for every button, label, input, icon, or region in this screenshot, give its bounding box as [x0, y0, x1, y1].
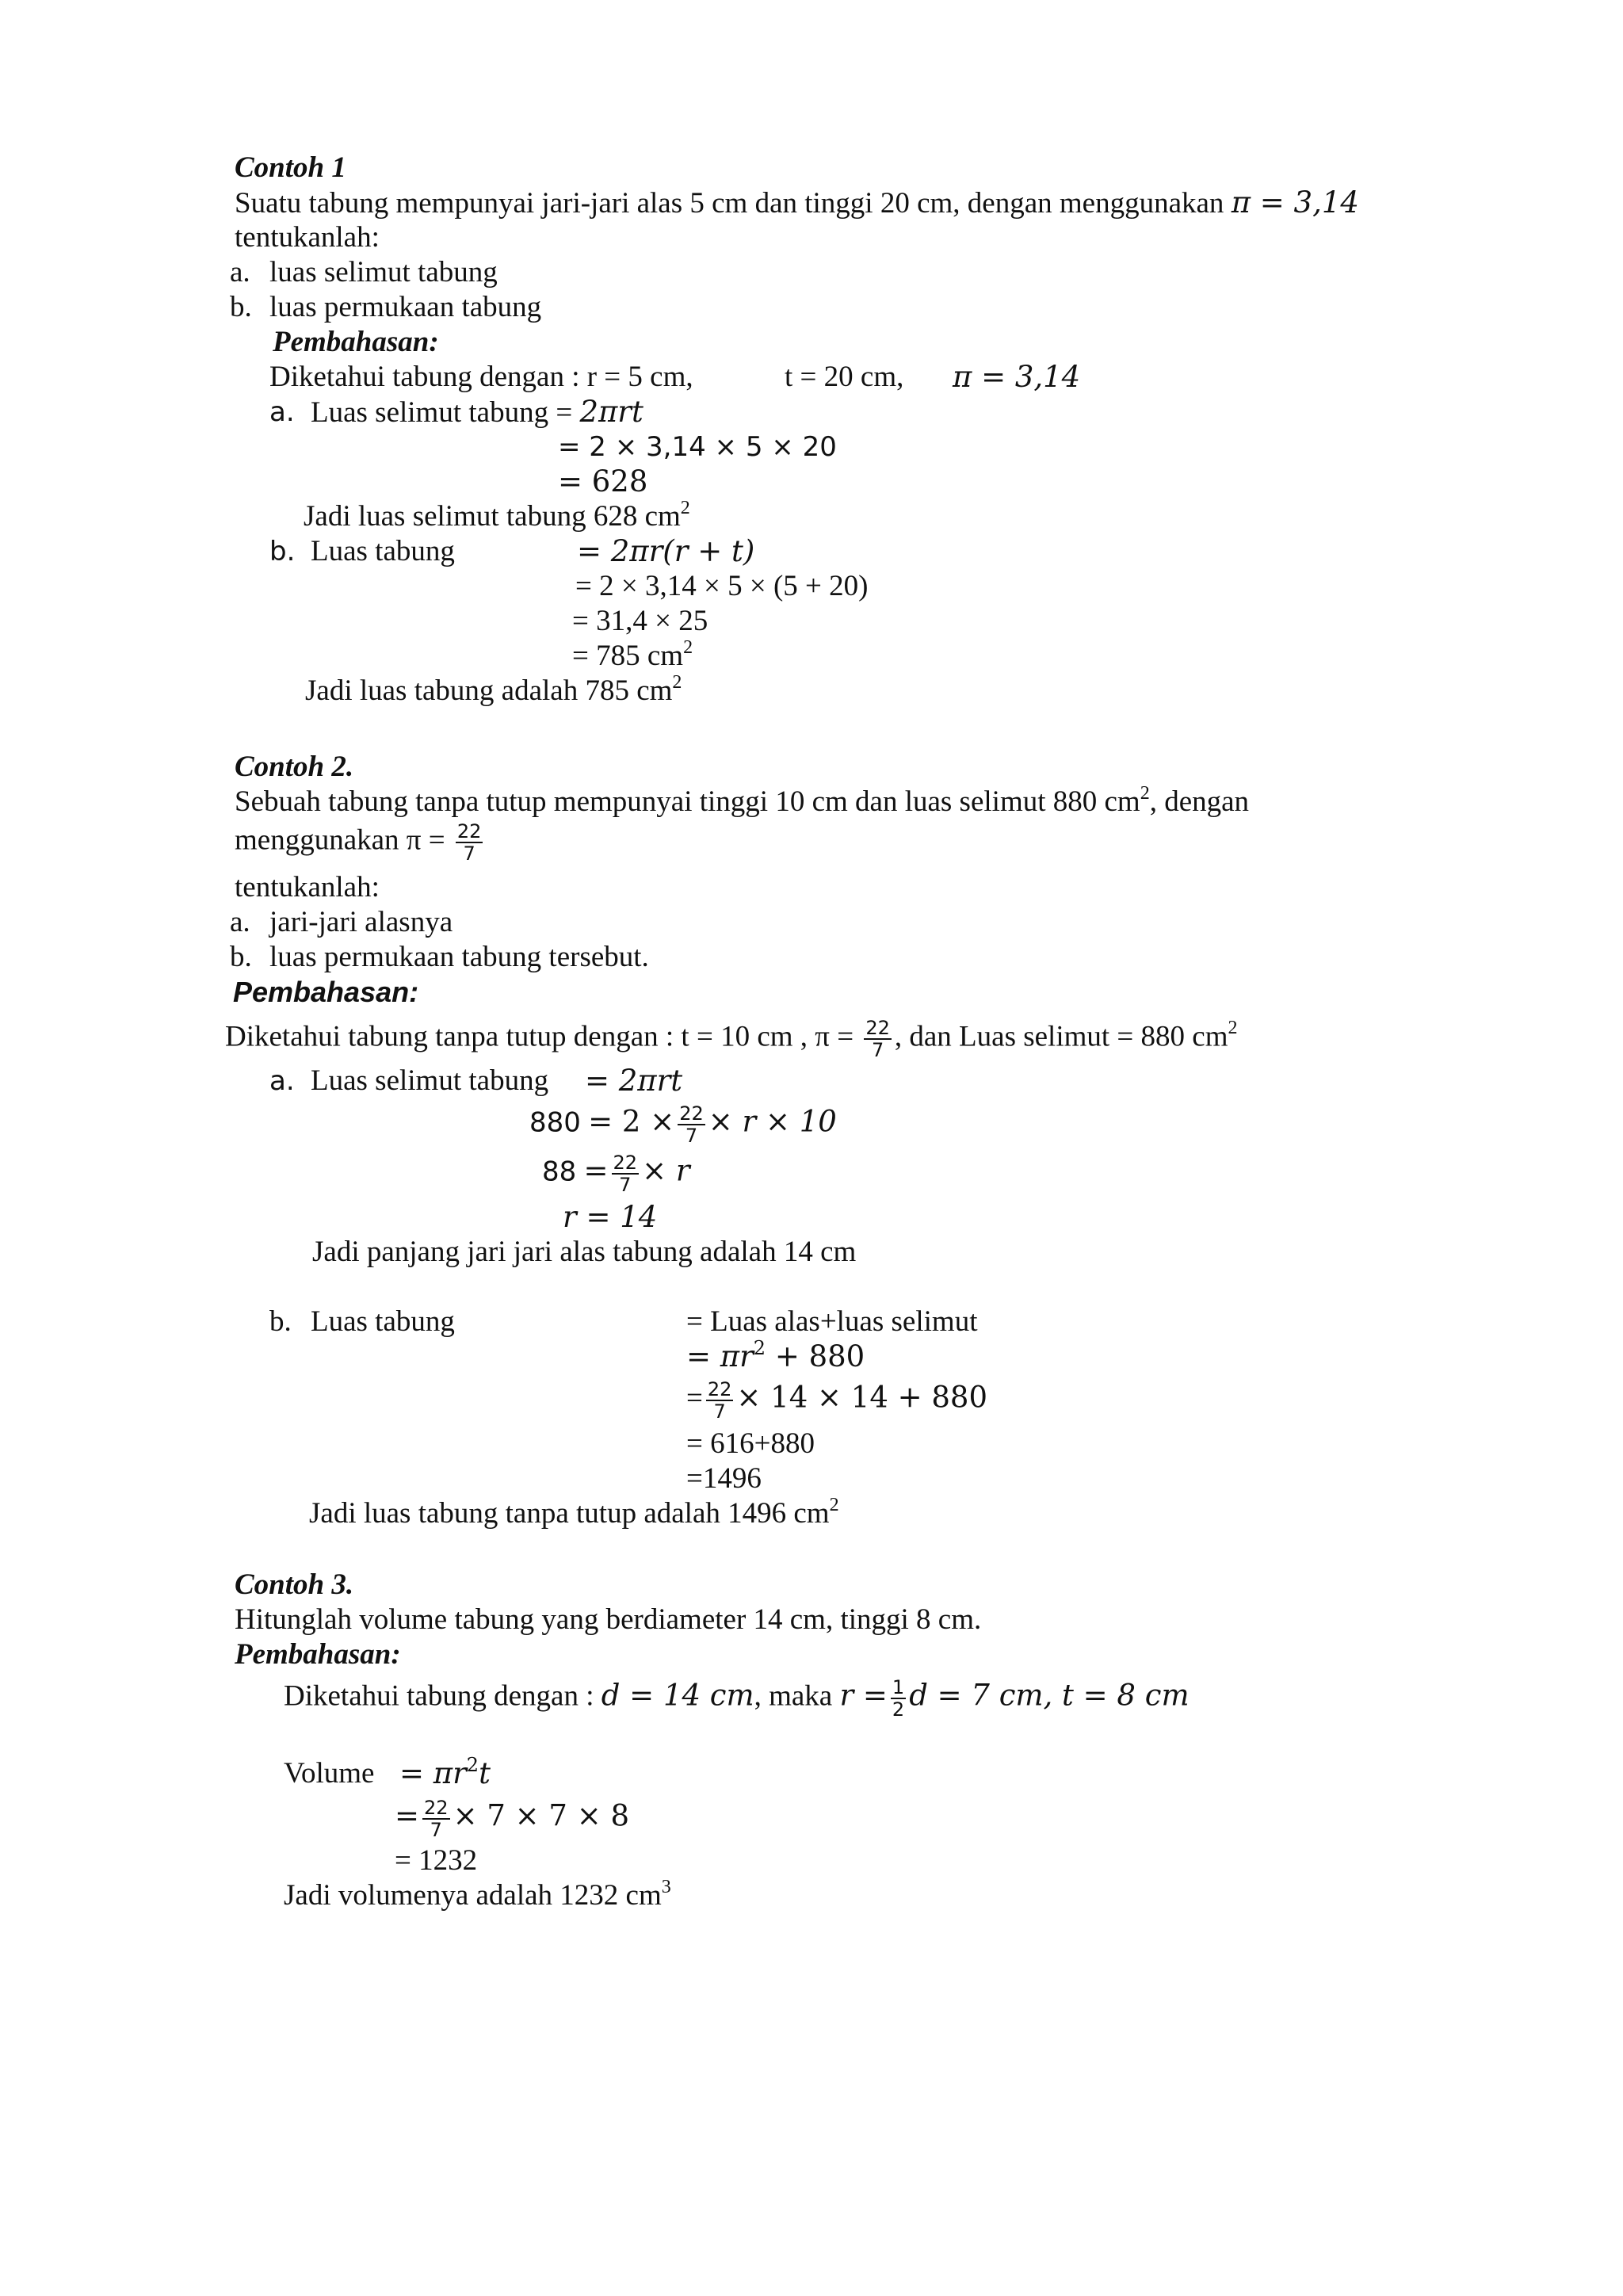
list-item-text: jari-jari alasnya — [269, 906, 453, 938]
part-label: Luas tabung — [311, 1305, 455, 1338]
calc-step-text: × 14 × 14 + 880 — [736, 1380, 988, 1415]
list-item-text: luas permukaan tabung — [269, 291, 542, 323]
pi-value: π = 3,14 — [1231, 185, 1359, 220]
example-1-part-a-conclusion — [304, 499, 690, 534]
formula: = 2πrt — [585, 1064, 683, 1098]
example-3-known — [284, 1677, 1190, 1720]
known-prefix: Diketahui tabung dengan : — [284, 1679, 601, 1713]
part-marker: b. — [269, 1305, 292, 1338]
superscript: 2 — [753, 1336, 766, 1359]
example-2-part-a-conclusion: Jadi panjang jari jari alas tabung adalah 14 cm — [312, 1236, 857, 1268]
calc-step — [529, 1103, 837, 1146]
fraction — [456, 821, 483, 864]
calc-step-text: = — [686, 1381, 703, 1415]
example-2-question-line-1 — [235, 782, 1250, 819]
list-marker: b. — [230, 941, 252, 973]
example-2-part-a — [269, 1064, 549, 1098]
example-2-question-line-2 — [235, 821, 486, 864]
example-1-part-b — [269, 534, 455, 569]
example-1-part-a — [269, 395, 643, 430]
superscript: 2 — [466, 1753, 479, 1776]
part-marker: a. — [269, 396, 295, 428]
calc-step: = 616+880 — [686, 1427, 815, 1460]
calc-step: = 1232 — [395, 1844, 478, 1877]
part-marker: b. — [269, 536, 296, 567]
calc-step — [542, 1152, 690, 1195]
known-rest: , dan Luas selimut = 880 cm — [894, 1020, 1228, 1053]
example-1-part-b-conclusion — [305, 671, 682, 709]
example-3-solution-title: Pembahasan: — [235, 1638, 401, 1671]
numerator: 22 — [613, 1152, 638, 1174]
numerator: 22 — [456, 820, 482, 842]
known-radius: r = 5 cm, — [586, 361, 693, 393]
known-diameter: d = 14 cm — [601, 1678, 754, 1713]
calc-step: r = 14 — [563, 1200, 658, 1234]
example-3-question: Hitunglah volume tabung yang berdiameter 14 cm, tinggi 8 cm. — [235, 1603, 982, 1636]
denominator: 7 — [463, 842, 475, 865]
example-3-conclusion — [284, 1878, 671, 1913]
conclusion-text: Jadi luas tabung adalah 785 cm — [305, 674, 673, 707]
known-height: t = 20 cm, — [785, 361, 904, 393]
list-item — [230, 905, 453, 940]
denominator: 7 — [713, 1400, 726, 1423]
known-connector: , maka — [754, 1679, 840, 1713]
numerator: 1 — [892, 1676, 905, 1698]
numerator: 22 — [865, 1017, 890, 1039]
list-item — [230, 255, 498, 290]
example-2-title: Contoh 2. — [235, 751, 354, 783]
part-label: Luas selimut tabung = — [311, 396, 580, 429]
calc-step — [572, 636, 693, 674]
fraction — [864, 1018, 892, 1060]
calc-step: = 628 — [558, 464, 648, 499]
example-2-part-b-conclusion — [309, 1496, 839, 1531]
question-text-end: , dengan — [1149, 785, 1250, 818]
known-pi: π = 3,14 — [953, 360, 1081, 394]
known-height-pi: t = 10 cm , π = — [681, 1020, 854, 1053]
formula: = πr — [399, 1756, 467, 1790]
list-item — [230, 290, 542, 325]
conclusion-text: Jadi volumenya adalah 1232 cm — [284, 1879, 662, 1912]
superscript: 2 — [1228, 1018, 1238, 1039]
example-2-known — [225, 1018, 1237, 1060]
known-prefix: Diketahui tabung dengan : — [269, 361, 580, 393]
calc-step-text: × r — [642, 1153, 690, 1188]
denominator: 7 — [619, 1174, 632, 1196]
calc-step-text: × r × 10 — [708, 1104, 837, 1139]
part-marker: a. — [269, 1065, 295, 1097]
calc-step-text: × 7 × 7 × 8 — [453, 1798, 629, 1833]
superscript: 3 — [661, 1876, 671, 1897]
formula: = 2πr(r + t) — [577, 534, 755, 568]
calc-step: = 31,4 × 25 — [572, 605, 708, 637]
volume-label: Volume — [284, 1757, 375, 1790]
example-1-question-line-2: tentukanlah: — [235, 221, 380, 254]
volume-formula — [399, 1753, 491, 1792]
superscript: 2 — [680, 497, 690, 518]
formula: = Luas alas+luas selimut — [686, 1305, 978, 1338]
fraction — [612, 1152, 640, 1195]
example-2-solution-title: Pembahasan: — [233, 976, 419, 1008]
example-1-known — [269, 360, 693, 395]
denominator: 7 — [430, 1819, 442, 1841]
list-item-text: luas selimut tabung — [269, 256, 498, 288]
lhs: 880 — [529, 1106, 581, 1139]
formula: 2πrt — [579, 395, 643, 429]
conclusion-text: Jadi luas tabung tanpa tutup adalah 1496 cm — [309, 1497, 830, 1530]
list-item-text: luas permukaan tabung tersebut. — [269, 941, 649, 973]
example-3-title: Contoh 3. — [235, 1568, 354, 1601]
lhs: 88 — [542, 1156, 577, 1188]
calc-step: = 2 × 3,14 × 5 × 20 — [558, 431, 837, 463]
list-item — [230, 940, 649, 975]
example-2-question-line-3: tentukanlah: — [235, 871, 380, 904]
example-2-part-b — [269, 1305, 455, 1339]
calc-step-text: = — [583, 1153, 609, 1188]
conclusion-text: Jadi luas selimut tabung 628 cm — [304, 500, 681, 533]
calc-step — [395, 1797, 629, 1840]
fraction — [706, 1379, 734, 1422]
known-radius: r = — [839, 1678, 888, 1713]
superscript: 2 — [672, 671, 682, 693]
calc-step-text: = πr — [686, 1339, 754, 1373]
calc-step-text: + 880 — [766, 1339, 865, 1373]
calc-step-text: = — [395, 1798, 420, 1833]
known-rest: d = 7 cm, t = 8 cm — [909, 1678, 1190, 1713]
question-text: Sebuah tabung tanpa tutup mempunyai tinggi 10 cm dan luas selimut 880 cm — [235, 785, 1140, 818]
calc-step: = 2 × 3,14 × 5 × (5 + 20) — [575, 570, 869, 602]
calc-step — [686, 1336, 865, 1375]
calc-step — [686, 1379, 987, 1422]
example-1-question-line-1 — [235, 185, 1359, 221]
fraction — [891, 1677, 906, 1720]
denominator: 7 — [871, 1039, 884, 1061]
formula-end: t — [479, 1756, 491, 1790]
list-marker: a. — [230, 256, 250, 288]
example-1-solution-title: Pembahasan: — [273, 326, 439, 358]
part-label: Luas tabung — [311, 535, 455, 567]
superscript: 2 — [683, 636, 693, 658]
part-label: Luas selimut tabung — [311, 1064, 549, 1097]
question-text: menggunakan π = — [235, 823, 445, 857]
calc-step-text: = 785 cm — [572, 640, 684, 672]
known-prefix: Diketahui tabung tanpa tutup dengan : — [225, 1020, 682, 1053]
question-text: Suatu tabung mempunyai jari-jari alas 5 cm dan tinggi 20 cm, dengan menggunakan — [235, 187, 1224, 220]
calc-step: =1496 — [686, 1462, 762, 1495]
superscript: 2 — [829, 1494, 839, 1515]
fraction — [678, 1103, 705, 1146]
superscript: 2 — [1140, 782, 1150, 804]
numerator: 22 — [679, 1102, 704, 1125]
denominator: 7 — [685, 1125, 698, 1147]
numerator: 22 — [424, 1797, 449, 1819]
numerator: 22 — [707, 1378, 732, 1400]
calc-step-text: = 2 × — [588, 1104, 675, 1139]
fraction — [422, 1797, 450, 1840]
list-marker: b. — [230, 291, 252, 323]
example-1-title: Contoh 1 — [235, 151, 346, 184]
denominator: 2 — [892, 1698, 905, 1721]
list-marker: a. — [230, 906, 250, 938]
